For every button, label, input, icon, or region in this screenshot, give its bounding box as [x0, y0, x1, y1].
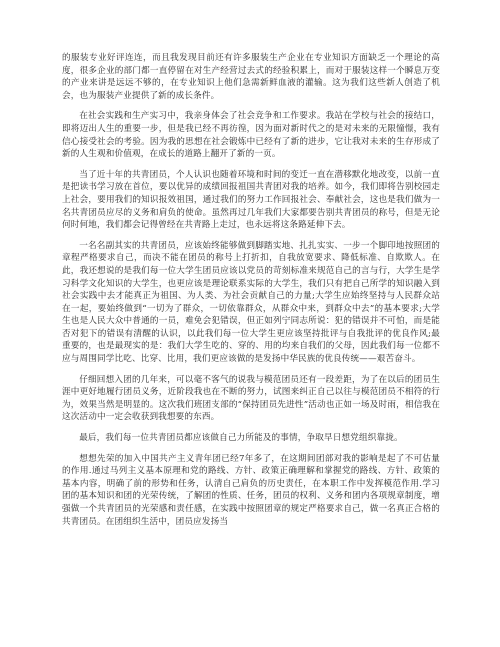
paragraph-4: 一名名副其实的共青团员，应该始终能够做到脚踏实地、扎扎实实、一步一个脚印地按照团的章程严格要求自己，而决不能在团员的称号上打折扣，自我放宽要求、降低标准、自欺欺人。在此，我还想说的是我们每一位大学生团员应该以党员的苛刻标准来规范自己的言与行，大学生是学习科学文化知识的大学生，也更应该是理论联系实际的大学生，我们只有把自己所学的知识融入到社会实践中去才能真正为祖国、为人类、为社会贡献自己的力量;大学生应始终坚持与人民群众站在一起，要始终做到“一切为了群众，一切依靠群众，从群众中来，到群众中去”的基本要求;大学生也是人民大众中普通的一员，难免会犯错误，但正如列宁同志所说：犯的错误并不可怕，而是能否对犯下的错误有清醒的认识，以此我们每一位大学生更应该坚持批评与自我批评的优良作风;最重要的，也是最现实的是：我们大学生吃的、穿的、用的均来自我们的父母，因此我们每一位都不应与周围同学比吃、比穿、比用，我们更应该做的是发扬中华民族的优良传统——艰苦奋斗。: [62, 240, 440, 365]
document-body: [62, 52, 440, 536]
paragraph-2: 在社会实践和生产实习中，我亲身体会了社会竞争和工作要求。我站在学校与社会的接结口，即将迈出人生的重要一步，但是我已经不再彷徨，因为面对新时代之的是对未来的无限憧憬，我有信心接受社会的考验。因为我的思想在社会锻炼中已经有了新的进步，它让我对未来的生存形成了新的人生观和价值观，在成长的道路上翻开了新的一页。: [62, 111, 440, 160]
paragraph-7: 想想先荣的加入中国共产主义青年团已经7年多了，在这期间团部对我的影响是起了不可估量的作用.通过马列主义基本原理和党的路线、方针、政策正确理解和掌握党的路线、方针、政策的基本内容，明确了前的形势和任务，认清自己肩负的历史责任，在本职工作中发挥模范作用.学习团的基本知识和团的光荣传统，了解团的性质、任务，团员的权利、义务和团内各项规章制度，增强做一个共青团员的光荣感和责任感，在实践中按照团章的规定严格要求自己，做一名真正合格的共青团员。在团组织生活中，团员应发扬当: [62, 453, 440, 527]
paragraph-5: 仔细回想入团的几年来，可以毫不客气的说我与模范团员还有一段差距，为了在以后的团员生涯中更好地履行团员义务，近阶段我也在不断的努力，试图来纠正自己以往与模范团员不相符的行为，效果当然是明显的。这次我们班团支部的“保持团员先进性”活动也正如一场及时雨，相信我在这次活动中一定会收获到我想要的东西。: [62, 374, 440, 423]
paragraph-1: 的服装专业好评连连，而且我发现目前还有许多服装生产企业在专业知识方面缺乏一个理论的高度，很多企业的部门都一直停留在对生产经营过去式的经验积累上，而对于服装这样一个瞬息万变的产业来讲是远远不够的，在专业知识上他们急需新鲜血液的灌输。这为我们这些新人创造了机会，也为服装产业提供了新的成长条件。: [62, 53, 440, 101]
paragraph-3: 当了近十年的共青团员，个人认识也随着环境和时间的变迁一直在潜移默化地改变，以前一直是把读书学习放在首位，要以优异的成绩回报祖国共青团对我的培养。如今，我们即将告别校园走上社会，要用我们的知识报效祖国，通过我们的努力工作回报社会、奉献社会，这也是我们做为一名共青团员应尽的义务和肩负的使命。虽然再过几年我们大家都要告别共青团员的称号，但是无论何时何地，我们都会记得曾经在共青路上走过，也永远将这条路延伸下去。: [62, 169, 440, 231]
paragraph-6: 最后，我们每一位共青团员都应该做自己力所能及的事情，争取早日想党组织靠拢。: [79, 433, 403, 444]
